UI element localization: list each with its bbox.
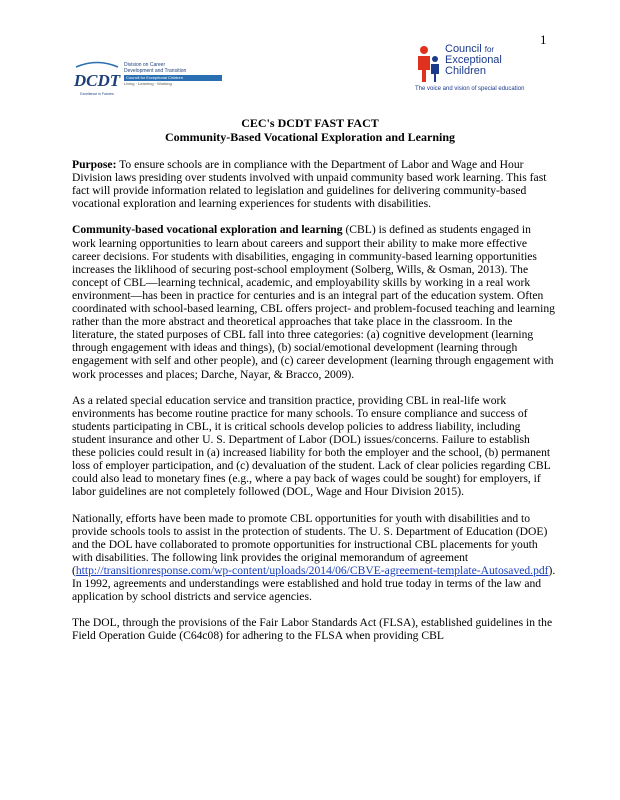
dcdt-bar: Council for Exceptional Children (124, 75, 222, 81)
dcdt-letters: DCDT (73, 71, 121, 90)
memorandum-link[interactable]: http://transitionresponse.com/wp-content/uploads/2014/06/CBVE-agreement-template-Autosaved.pdf (75, 563, 549, 577)
cbl-text: (CBL) is defined as students engaged in work learning opportunities to learn about careers and support their ability to make more effective career decisions. For students with disabilities, engaging in community-based learning opportunities increases the liklihood of securing post-school employment (Solberg, Wills, & Osman, 2013). The concept of CBL—learning technical, academic, and employability skills by working in a real work environment—has been in practice for centuries and is an integral part of the education system. Often coordinated with school-based learning, CBL offers project- and problem-focused teaching and learning rather than the more abstract and theoretical approaches that take place in the classroom. In the literature, the stated purposes of CBL fall into three categories: (a) cognitive development (learning through engagement with ideas and things), (b) social/emotional development (learning through engagement with self and other people), and (c) career development (learning through engagement with work processes and places; Darche, Nayar, & Bracco, 2009). (72, 223, 555, 381)
purpose-label: Purpose: (72, 158, 117, 171)
policy-paragraph: As a related special education service and transition practice, providing CBL in real-life work environments has become routine practice for many schools. To ensure compliance and success of students participating in CBL, it is critical schools develop policies to address liability, including student insurance and other U. S. Department of Labor (DOL) issues/concerns. Failure to establish these policies could result in (a) increased liability for both the employer and the school, (b) permanent loss of employer participation, and (c) devaluation of the student. Lack of clear policies regarding CBL could also lead to monetary fines (e.g., where a pay back of wages could be sought) for employers, if labor guidelines are not completely followed (DOL, Wage and Hour Division 2015). (72, 393, 551, 499)
dcdt-logo-icon (72, 60, 122, 96)
dcdt-line1: Division on Career (124, 62, 166, 68)
cec-name-line2: Exceptional (445, 54, 502, 66)
dcdt-text (124, 62, 224, 87)
cbl-paragraph (72, 223, 556, 380)
national-paragraph (72, 512, 556, 604)
title-line2: Community-Based Vocational Exploration and Learning (164, 130, 456, 144)
purpose-text: To ensure schools are in compliance with the Department of Labor and Wage and Hour Division laws presiding over students involved with unpaid community based work learning. This fast fact will provide information related to legislation and guidelines for delivering community-based vocational exploration and learning experiences for students with disabilities. (72, 158, 547, 211)
document-title (0, 116, 620, 144)
dcdt-logo (72, 60, 222, 96)
page-number: 1 (540, 32, 547, 47)
national-text-after: ). In 1992, agreements and understandings were established and hold true today in terms of the law and application by school districts and service agencies. (72, 563, 556, 604)
dcdt-motto: Excellence in Futures (80, 92, 114, 96)
cec-name (445, 44, 502, 77)
national-text-before: Nationally, efforts have been made to promote CBL opportunities for youth with disabilities and to provide schools tools to assist in the protection of students. The U. S. Department of Education (DOE) and the DOL have collaborated to promote opportunities for instructional CBL placements for youth with disabilities. The following link provides the original memorandum of agreement ( (72, 511, 548, 577)
purpose-paragraph (72, 158, 556, 210)
cec-logo (415, 42, 565, 96)
cec-tagline: The voice and vision of special education (415, 86, 525, 92)
title-line1: CEC's DCDT FAST FACT (241, 116, 379, 130)
dcdt-tagline: Living · Learning · Working (124, 81, 172, 86)
cec-name-for: for (484, 45, 495, 54)
dol-paragraph: The DOL, through the provisions of the Fair Labor Standards Act (FLSA), established guidelines in the Field Operation Guide (C64c08) for adhering to the FLSA when providing CBL (72, 616, 553, 643)
cbl-label: Community-based vocational exploration and learning (72, 223, 343, 237)
cec-name-line1: Council (445, 43, 482, 55)
document-body (72, 158, 556, 656)
cec-figure-icon (415, 44, 443, 84)
dcdt-line2: Development and Transition (124, 68, 187, 74)
cec-name-line3: Children (445, 65, 486, 77)
